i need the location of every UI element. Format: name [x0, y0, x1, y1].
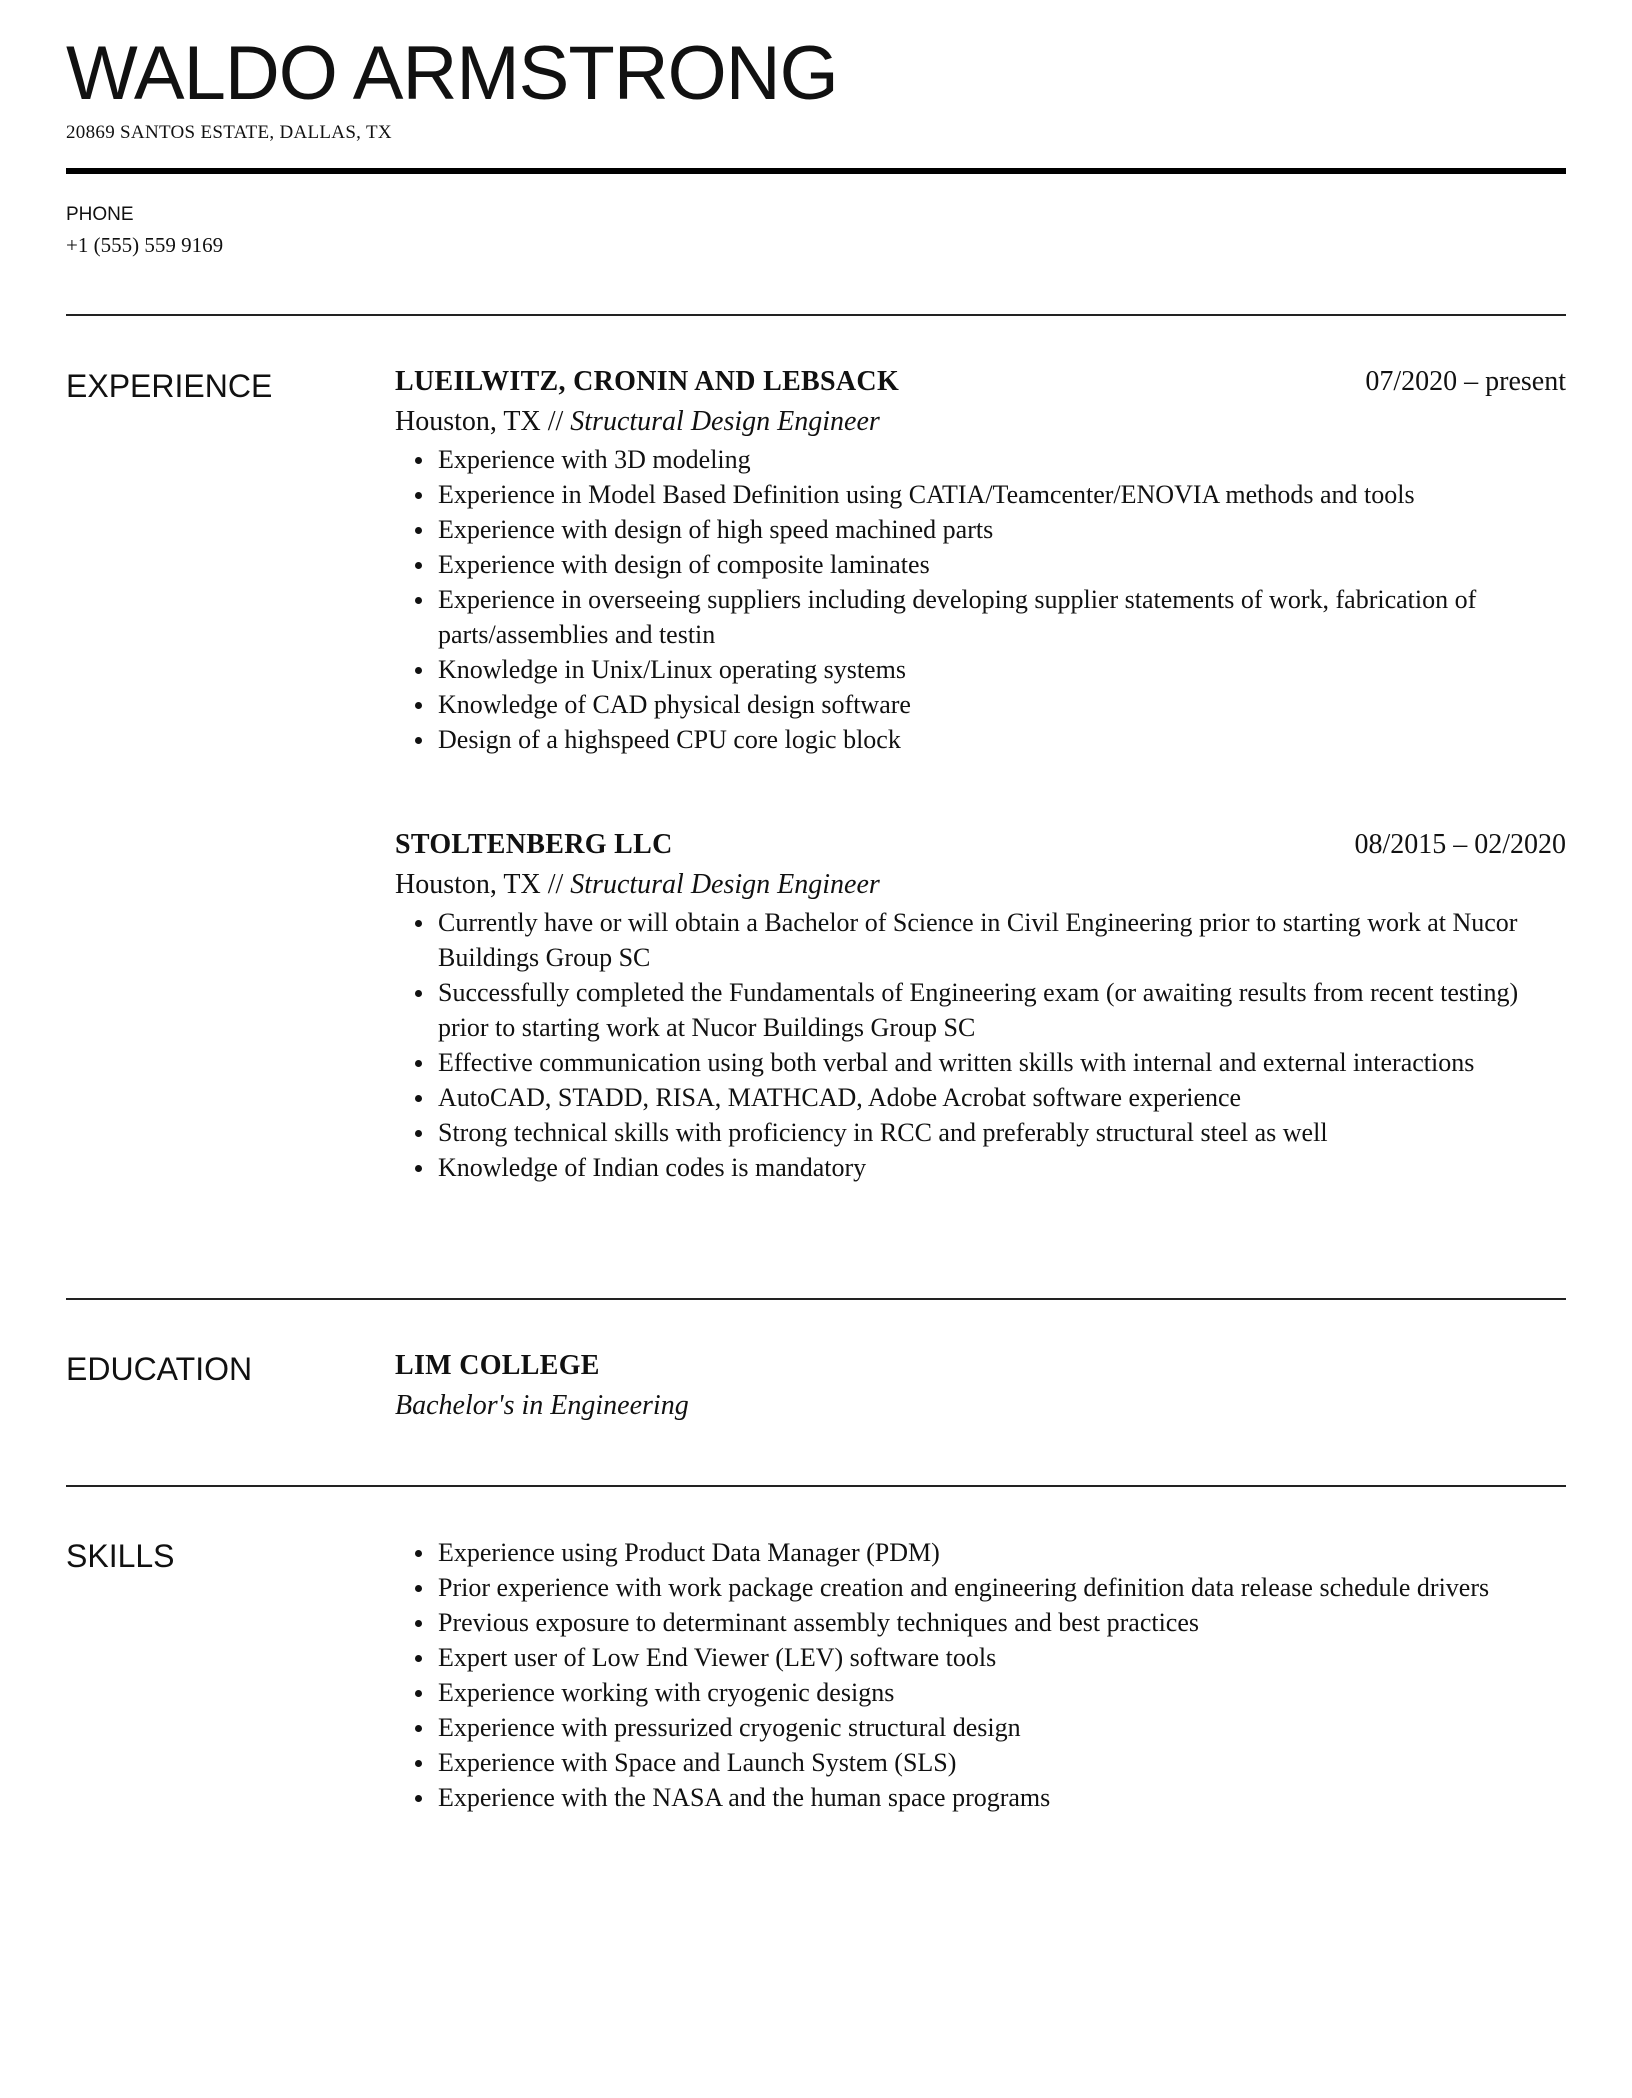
list-item: Experience using Product Data Manager (PDM)	[395, 1535, 1566, 1570]
job-bullets	[395, 905, 1566, 1185]
list-item: Knowledge of CAD physical design software	[395, 687, 1566, 722]
skills-list	[395, 1535, 1566, 1815]
list-item: Expert user of Low End Viewer (LEV) software tools	[395, 1640, 1566, 1675]
skills-list-container	[395, 1535, 1566, 1815]
list-item: Experience with design of composite laminates	[395, 547, 1566, 582]
list-item: Prior experience with work package creation and engineering definition data release schedule drivers	[395, 1570, 1566, 1605]
list-item: Experience with design of high speed machined parts	[395, 512, 1566, 547]
job-dates: 07/2020 – present	[1365, 366, 1566, 397]
candidate-address: 20869 SANTOS ESTATE, DALLAS, TX	[66, 122, 392, 143]
list-item: Knowledge of Indian codes is mandatory	[395, 1150, 1566, 1185]
skills-section-title: SKILLS	[66, 1538, 175, 1574]
job-role: Structural Design Engineer	[570, 406, 880, 437]
job-meta	[395, 865, 1566, 905]
meta-separator: //	[547, 406, 564, 437]
job-meta	[395, 402, 1566, 442]
list-item: Design of a highspeed CPU core logic block	[395, 722, 1566, 757]
list-item: Experience with pressurized cryogenic structural design	[395, 1710, 1566, 1745]
section-divider	[66, 1298, 1566, 1300]
list-item: Experience with Space and Launch System (SLS)	[395, 1745, 1566, 1780]
header-divider	[66, 168, 1566, 174]
job-entry	[395, 825, 1566, 1185]
resume-page	[66, 0, 1566, 2098]
education-entry	[395, 1346, 1566, 1426]
list-item: Experience with 3D modeling	[395, 442, 1566, 477]
list-item: Experience with the NASA and the human space programs	[395, 1780, 1566, 1815]
job-entry	[395, 362, 1566, 757]
list-item: Currently have or will obtain a Bachelor of Science in Civil Engineering prior to starting work at Nucor Buildings Group SC	[395, 905, 1566, 975]
list-item: Successfully completed the Fundamentals of Engineering exam (or awaiting results from recent testing) prior to starting work at Nucor Buildings Group SC	[395, 975, 1566, 1045]
job-location: Houston, TX	[395, 406, 541, 437]
school-name: LIM COLLEGE	[395, 1350, 600, 1381]
job-dates: 08/2015 – 02/2020	[1354, 829, 1566, 860]
section-divider	[66, 1485, 1566, 1487]
list-item: Experience working with cryogenic designs	[395, 1675, 1566, 1710]
list-item: Effective communication using both verbal and written skills with internal and external interactions	[395, 1045, 1566, 1080]
company-name: STOLTENBERG LLC	[395, 829, 673, 860]
meta-separator: //	[547, 869, 564, 900]
degree: Bachelor's in Engineering	[395, 1390, 689, 1421]
job-header	[395, 362, 1566, 402]
experience-section-title: EXPERIENCE	[66, 368, 273, 404]
candidate-name: WALDO ARMSTRONG	[66, 31, 838, 116]
list-item: Experience in Model Based Definition using CATIA/Teamcenter/ENOVIA methods and tools	[395, 477, 1566, 512]
job-location: Houston, TX	[395, 869, 541, 900]
list-item: Previous exposure to determinant assembly techniques and best practices	[395, 1605, 1566, 1640]
phone-label: PHONE	[66, 204, 134, 225]
job-header	[395, 825, 1566, 865]
company-name: LUEILWITZ, CRONIN AND LEBSACK	[395, 366, 900, 397]
list-item: Experience in overseeing suppliers including developing supplier statements of work, fabrication of parts/assemblies and testin	[395, 582, 1566, 652]
job-bullets	[395, 442, 1566, 757]
list-item: AutoCAD, STADD, RISA, MATHCAD, Adobe Acrobat software experience	[395, 1080, 1566, 1115]
list-item: Strong technical skills with proficiency in RCC and preferably structural steel as well	[395, 1115, 1566, 1150]
education-section-title: EDUCATION	[66, 1351, 253, 1387]
list-item: Knowledge in Unix/Linux operating systems	[395, 652, 1566, 687]
phone-value: +1 (555) 559 9169	[66, 233, 224, 257]
job-role: Structural Design Engineer	[570, 869, 880, 900]
section-divider	[66, 314, 1566, 316]
